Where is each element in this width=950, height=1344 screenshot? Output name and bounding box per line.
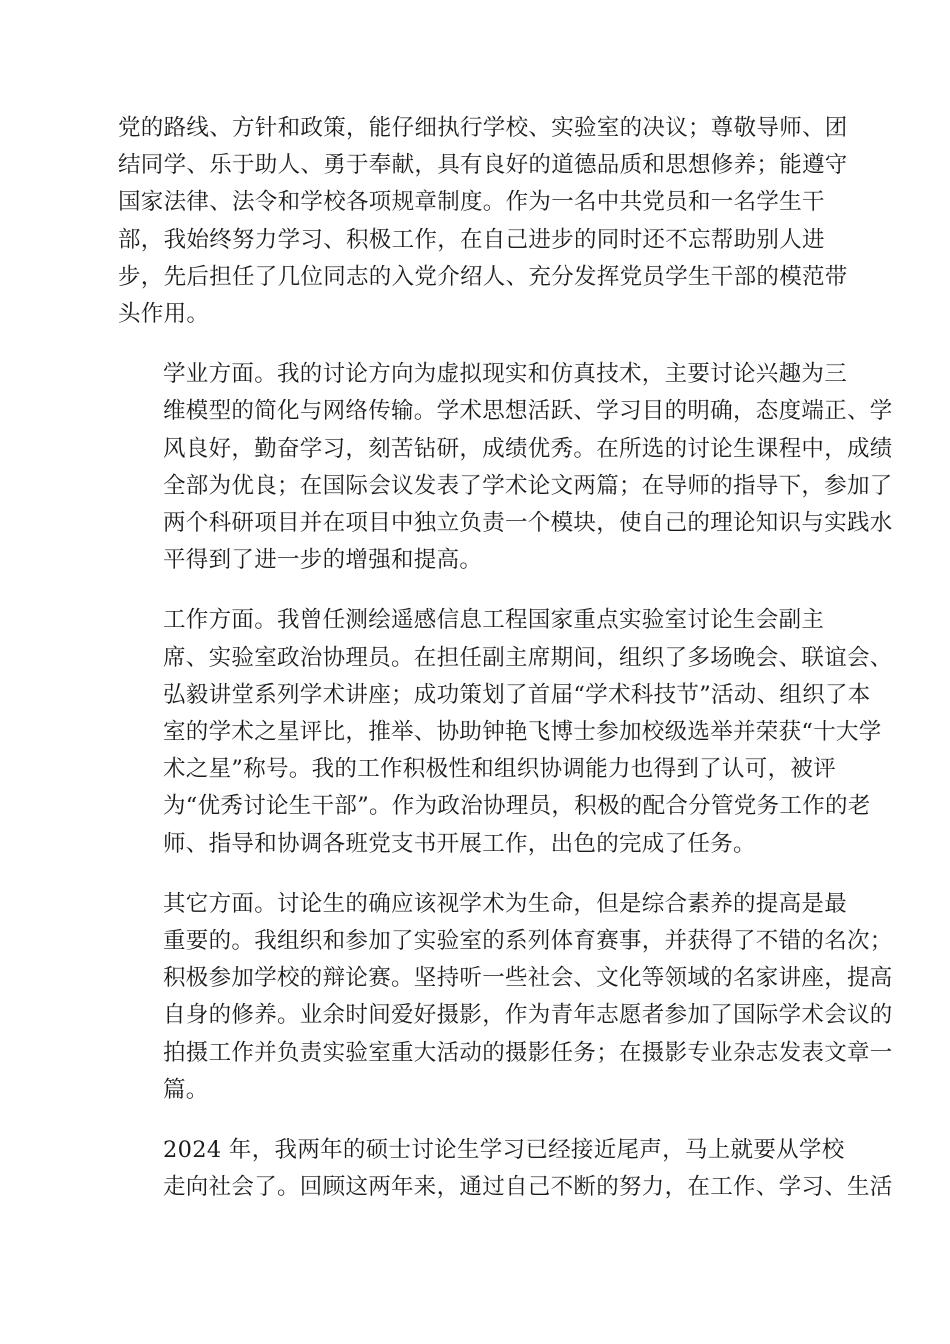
text-line: 步，先后担任了几位同志的入党介绍人、充分发挥党员学生干部的模范带 xyxy=(118,263,848,290)
paragraph-other xyxy=(118,886,893,1109)
text-line: 平得到了进一步的增强和提高。 xyxy=(163,547,483,574)
text-line: 风良好，勤奋学习，刻苦钻研，成绩优秀。在所选的讨论生课程中，成绩 xyxy=(163,435,893,462)
paragraph-work xyxy=(118,602,893,862)
text-line: 结同学、乐于助人、勇于奉献，具有良好的道德品质和思想修养；能遵守 xyxy=(118,152,848,179)
text-line: 全部为优良；在国际会议发表了学术论文两篇；在导师的指导下，参加了 xyxy=(163,472,893,499)
text-line: 为“优秀讨论生干部”。作为政治协理员，积极的配合分管党务工作的老 xyxy=(163,793,871,820)
text-line: 拍摄工作并负责实验室重大活动的摄影任务；在摄影专业杂志发表文章一 xyxy=(163,1039,893,1066)
text-line: 室的学术之星评比，推举、协助钟艳飞博士参加校级选举并荣获“十大学 xyxy=(163,719,882,746)
text-line: 国家法律、法令和学校各项规章制度。作为一名中共党员和一名学生干 xyxy=(118,189,825,216)
text-line: 席、实验室政治协理员。在担任副主席期间，组织了多场晚会、联谊会、 xyxy=(163,644,893,671)
text-line: 维模型的简化与网络传输。学术思想活跃、学习目的明确，态度端正、学 xyxy=(163,398,893,425)
text-line: 重要的。我组织和参加了实验室的系列体育赛事，并获得了不错的名次； xyxy=(163,928,893,955)
text-line: 头作用。 xyxy=(118,301,210,328)
document-page xyxy=(118,110,893,1229)
text-line: 师、指导和协调各班党支书开展工作，出色的完成了任务。 xyxy=(163,830,756,857)
paragraph-summary xyxy=(118,1132,893,1206)
text-line: 自身的修养。业余时间爱好摄影，作为青年志愿者参加了国际学术会议的 xyxy=(163,1002,893,1029)
text-line: 工作方面。我曾任测绘遥感信息工程国家重点实验室讨论生会副主 xyxy=(163,607,825,634)
text-line: 篇。 xyxy=(163,1076,209,1103)
paragraph-party-conduct xyxy=(118,110,848,333)
text-line: 积极参加学校的辩论赛。坚持听一些社会、文化等领域的名家讲座，提高 xyxy=(163,965,893,992)
text-line: 两个科研项目并在项目中独立负责一个模块，使自己的理论知识与实践水 xyxy=(163,510,893,537)
text-line: 弘毅讲堂系列学术讲座；成功策划了首届“学术科技节”活动、组织了本 xyxy=(163,681,871,708)
text-line: 学业方面。我的讨论方向为虚拟现实和仿真技术，主要讨论兴趣为三 xyxy=(163,361,848,388)
text-line: 走向社会了。回顾这两年来，通过自己不断的努力，在工作、学习、生活 xyxy=(163,1174,893,1201)
paragraph-academics xyxy=(118,356,893,579)
text-line: 部，我始终努力学习、积极工作，在自己进步的同时还不忘帮助别人进 xyxy=(118,226,825,253)
text-line: 其它方面。讨论生的确应该视学术为生命，但是综合素养的提高是最 xyxy=(163,890,848,917)
text-line: 术之星”称号。我的工作积极性和组织协调能力也得到了认可，被评 xyxy=(163,756,837,783)
text-line: 2024 年，我两年的硕士讨论生学习已经接近尾声，马上就要从学校 xyxy=(163,1137,845,1164)
text-line: 党的路线、方针和政策，能仔细执行学校、实验室的决议；尊敬导师、团 xyxy=(118,115,848,141)
